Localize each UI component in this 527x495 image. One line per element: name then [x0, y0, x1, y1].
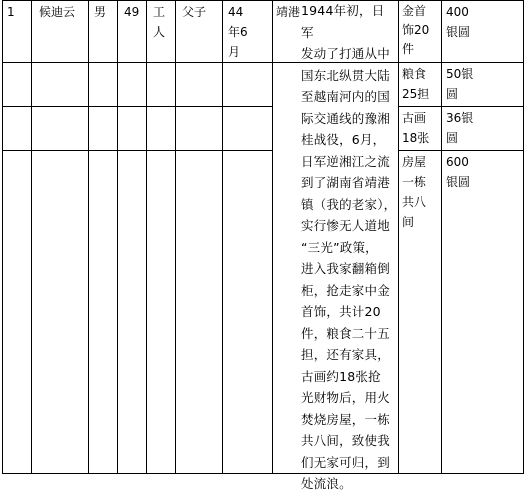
victim-sex: 男	[94, 5, 107, 19]
column-divider	[222, 0, 223, 474]
column-divider	[31, 0, 32, 474]
victim-relation: 父子	[182, 5, 207, 19]
loss-value: 600 银圆	[446, 155, 471, 189]
table-border-right	[523, 0, 524, 474]
column-divider	[146, 0, 147, 474]
loss-item: 粮食 25担	[402, 67, 430, 101]
column-divider	[175, 0, 176, 474]
row-divider	[398, 62, 524, 63]
table-border-top	[2, 0, 524, 1]
row-divider	[2, 150, 272, 151]
loss-place: 靖港	[276, 5, 301, 19]
row-divider	[2, 106, 272, 107]
victim-occupation: 工 人	[153, 5, 166, 39]
loss-item: 房屋 一栋 共八 间	[402, 155, 427, 229]
column-divider	[88, 0, 89, 474]
loss-value: 36银 圆	[446, 111, 474, 145]
record-index: 1	[7, 5, 15, 19]
victim-age: 49	[124, 5, 140, 19]
table-border-left	[2, 0, 3, 474]
loss-item: 金首 饰20 件	[402, 4, 430, 56]
column-divider	[398, 0, 399, 474]
row-divider	[398, 106, 524, 107]
loss-value: 400 银圆	[446, 5, 471, 39]
row-divider	[398, 150, 524, 151]
column-divider	[272, 0, 273, 474]
loss-date: 44 年6 月	[228, 5, 248, 59]
column-divider	[117, 0, 118, 474]
victim-name: 候迪云	[39, 5, 76, 19]
loss-item: 古画 18张	[402, 111, 430, 145]
loss-value: 50银 圆	[446, 67, 474, 101]
table-border-bottom	[2, 473, 524, 474]
loss-narrative: 1944年初，日军 发动了打通从中 国东北纵贯大陆 至越南河内的国 际交通线的豫湘 桂战役，6月， 日军逆湘江之流 到了湖南省靖港 镇（我的老家）， 实行惨无人道地 “三光”政策， 进入我家翻箱倒 柜，抢走家中金 首饰，共计20 件，粮食二十五 担，还有家具， 古画约18张抢 光财物后，用火 焚烧房屋，一栋 共八间，致使我 们无家可归，到 处流浪。	[301, 3, 397, 491]
column-divider	[441, 0, 442, 474]
